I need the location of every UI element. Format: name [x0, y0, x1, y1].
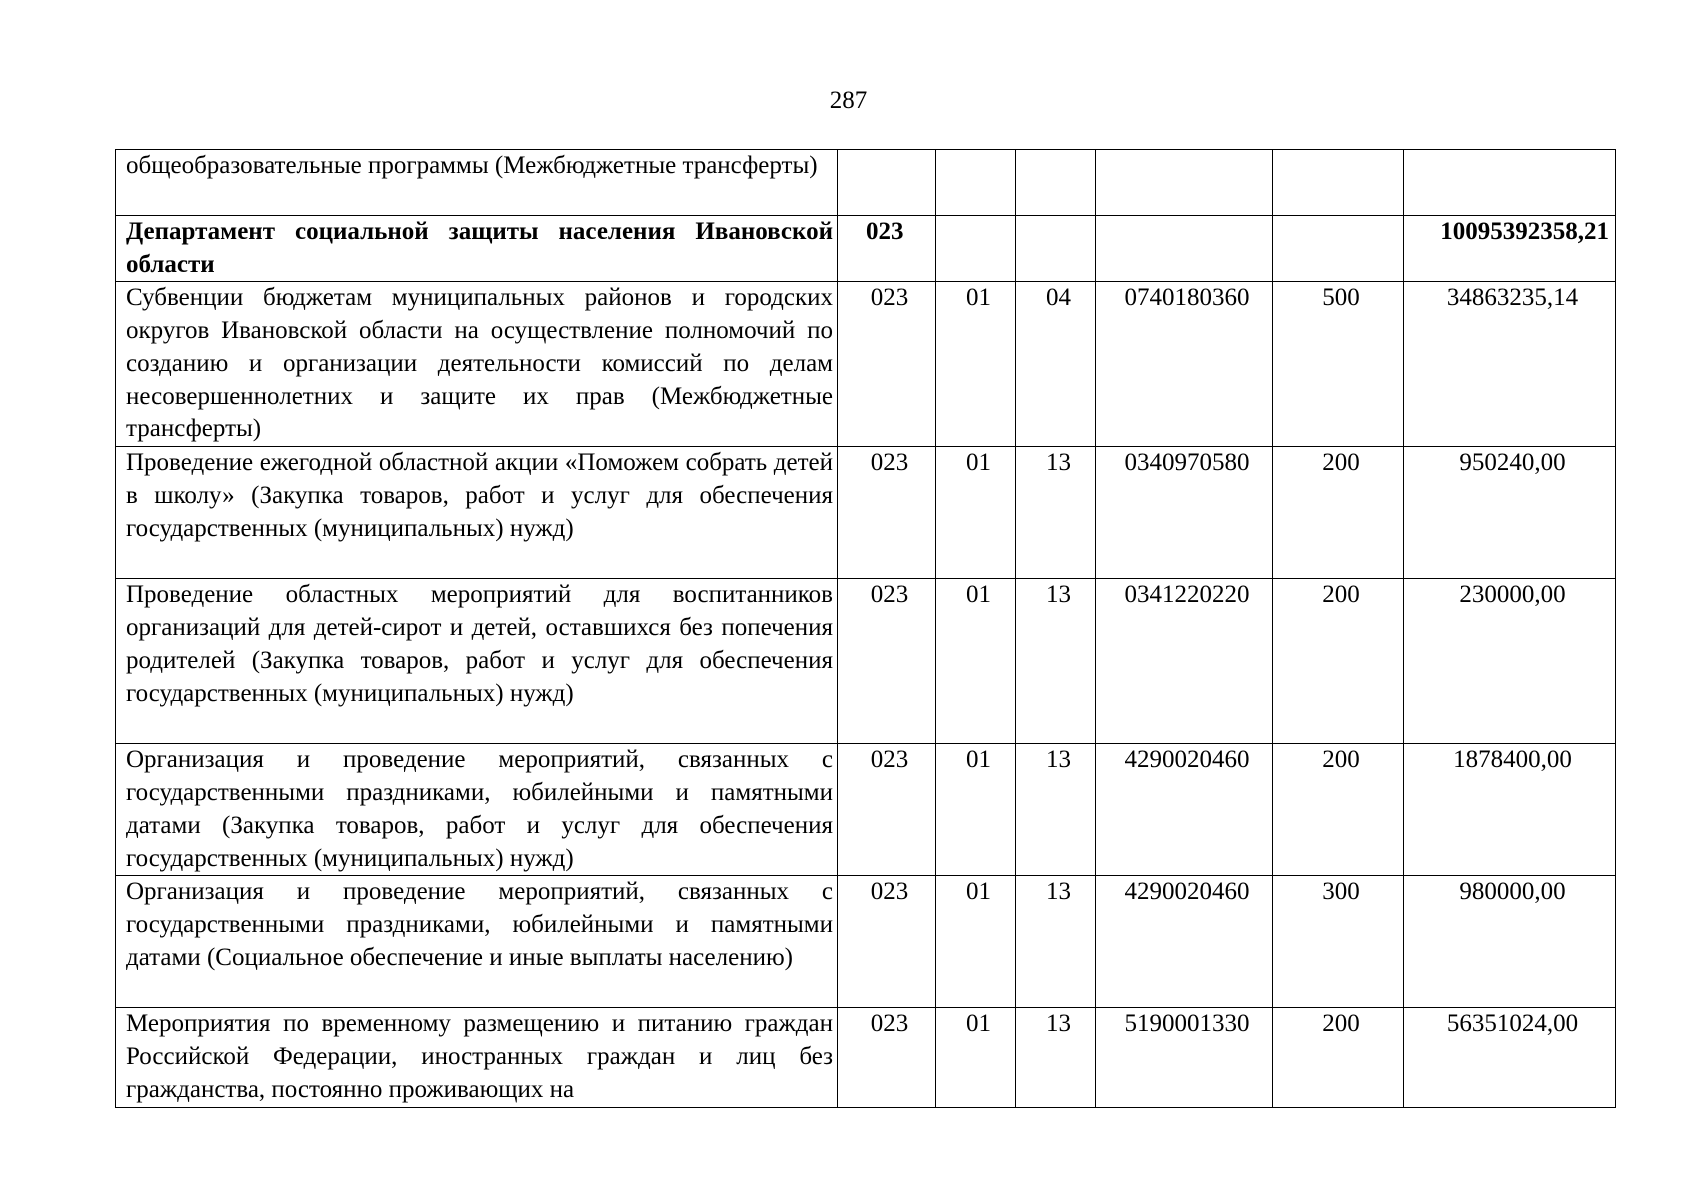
ved-code-cell: 023: [838, 216, 936, 282]
subsection-code-cell: 13: [1016, 447, 1096, 579]
table-row: [116, 447, 1616, 579]
amount-cell: 34863235,14: [1404, 282, 1616, 447]
expense-type-cell: 200: [1273, 447, 1404, 579]
section-code-cell: 01: [936, 447, 1016, 579]
section-code-cell: [936, 150, 1016, 216]
row-name-cell: общеобразовательные программы (Межбюджетные трансферты): [116, 150, 838, 216]
table-row-department: [116, 216, 1616, 282]
expense-type-cell: 200: [1273, 579, 1404, 744]
subsection-code-cell: 13: [1016, 579, 1096, 744]
expense-type-cell: 200: [1273, 744, 1404, 876]
row-name-cell: Проведение областных мероприятий для воспитанников организаций для детей-сирот и детей, оставшихся без попечения родителей (Закупка товаров, работ и услуг для обеспечения государственных (муниципальных) нужд): [116, 579, 838, 744]
amount-cell: [1404, 150, 1616, 216]
expense-type-cell: 200: [1273, 1008, 1404, 1107]
target-article-cell: [1096, 150, 1273, 216]
budget-table-body: [116, 150, 1616, 1108]
table-row: [116, 282, 1616, 447]
ved-code-cell: 023: [838, 282, 936, 447]
section-code-cell: 01: [936, 744, 1016, 876]
amount-cell: 980000,00: [1404, 876, 1616, 1008]
ved-code-cell: [838, 150, 936, 216]
page-number: 287: [829, 87, 868, 114]
row-name-cell: Организация и проведение мероприятий, связанных с государственными праздниками, юбилейными и памятными датами (Социальное обеспечение и иные выплаты населению): [116, 876, 838, 1008]
target-article-cell: 4290020460: [1096, 744, 1273, 876]
amount-cell: 230000,00: [1404, 579, 1616, 744]
target-article-cell: 0340970580: [1096, 447, 1273, 579]
expense-type-cell: [1273, 150, 1404, 216]
row-name-cell: Субвенции бюджетам муниципальных районов и городских округов Ивановской области на осуществление полномочий по созданию и организации деятельности комиссий по делам несовершеннолетних и защите их прав (Межбюджетные трансферты): [116, 282, 838, 447]
amount-cell: 10095392358,21: [1404, 216, 1616, 282]
subsection-code-cell: 04: [1016, 282, 1096, 447]
subsection-code-cell: 13: [1016, 876, 1096, 1008]
ved-code-cell: 023: [838, 447, 936, 579]
row-name-cell: Мероприятия по временному размещению и питанию граждан Российской Федерации, иностранных граждан и лиц без гражданства, постоянно проживающих на: [116, 1008, 838, 1107]
ved-code-cell: 023: [838, 579, 936, 744]
row-name-cell: Проведение ежегодной областной акции «Поможем собрать детей в школу» (Закупка товаров, работ и услуг для обеспечения государственных (муниципальных) нужд): [116, 447, 838, 579]
expense-type-cell: 300: [1273, 876, 1404, 1008]
ved-code-cell: 023: [838, 744, 936, 876]
section-code-cell: 01: [936, 282, 1016, 447]
target-article-cell: 5190001330: [1096, 1008, 1273, 1107]
subsection-code-cell: [1016, 216, 1096, 282]
target-article-cell: 0740180360: [1096, 282, 1273, 447]
section-code-cell: 01: [936, 876, 1016, 1008]
expense-type-cell: [1273, 216, 1404, 282]
target-article-cell: [1096, 216, 1273, 282]
target-article-cell: 4290020460: [1096, 876, 1273, 1008]
section-code-cell: 01: [936, 1008, 1016, 1107]
amount-cell: 56351024,00: [1404, 1008, 1616, 1107]
target-article-cell: 0341220220: [1096, 579, 1273, 744]
subsection-code-cell: 13: [1016, 744, 1096, 876]
table-row: [116, 876, 1616, 1008]
table-row: [116, 1008, 1616, 1107]
table-row: [116, 579, 1616, 744]
table-row-continuation: [116, 150, 1616, 216]
row-name-cell: Департамент социальной защиты населения Ивановской области: [116, 216, 838, 282]
ved-code-cell: 023: [838, 1008, 936, 1107]
amount-cell: 1878400,00: [1404, 744, 1616, 876]
table-row: [116, 744, 1616, 876]
amount-cell: 950240,00: [1404, 447, 1616, 579]
subsection-code-cell: [1016, 150, 1096, 216]
row-name-cell: Организация и проведение мероприятий, связанных с государственными праздниками, юбилейными и памятными датами (Закупка товаров, работ и услуг для обеспечения государственных (муниципальных) нужд): [116, 744, 838, 876]
section-code-cell: 01: [936, 579, 1016, 744]
expense-type-cell: 500: [1273, 282, 1404, 447]
ved-code-cell: 023: [838, 876, 936, 1008]
subsection-code-cell: 13: [1016, 1008, 1096, 1107]
section-code-cell: [936, 216, 1016, 282]
budget-table: [115, 149, 1616, 1108]
